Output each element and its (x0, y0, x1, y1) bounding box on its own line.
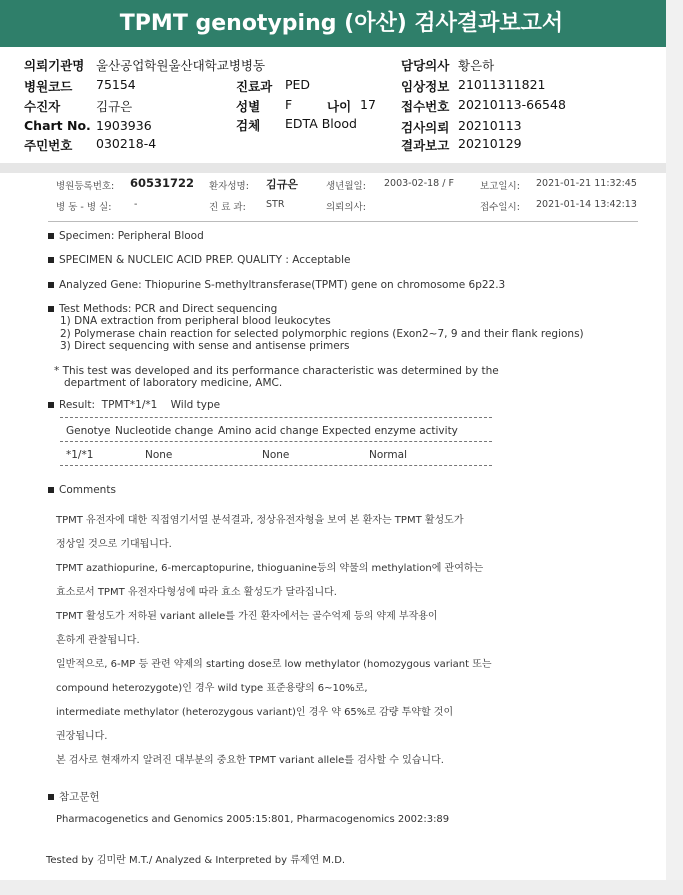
report-time-label: 보고일시: (480, 181, 520, 192)
patient-label: 수진자 (24, 99, 61, 114)
table-header-nucleotide: Nucleotide change (115, 425, 214, 437)
bullet-icon (48, 306, 54, 312)
dob-label: 생년월일: (326, 181, 366, 192)
bullet-icon (48, 794, 54, 800)
age-label: 나이 (327, 99, 352, 114)
comment-line: TPMT 활성도가 저하된 variant allele를 가진 환자에서는 골수억제 등의 약제 부작용이 (56, 611, 438, 622)
department-value: PED (285, 77, 311, 92)
references-title: 참고문헌 (48, 789, 100, 804)
clinical-info-label: 임상정보 (401, 79, 450, 94)
specimen-line: Specimen: Peripheral Blood (48, 230, 204, 242)
table-header-enzyme: Expected enzyme activity (322, 425, 458, 437)
institution-label: 의뢰기관명 (24, 58, 85, 73)
table-header-genotype: Genotye (66, 425, 111, 437)
received-value: 2021-01-14 13:42:13 (536, 199, 637, 210)
comment-line: TPMT azathiopurine, 6-mercaptopurine, thioguanine등의 약물의 methylation에 관여하는 (56, 563, 484, 574)
received-label: 접수일시: (480, 202, 520, 213)
patient-name-label: 환자성명: (209, 181, 249, 192)
table-cell-nucleotide: None (145, 449, 173, 461)
table-header-amino: Amino acid change (218, 425, 319, 437)
bullet-icon (48, 233, 54, 239)
note-line-2: department of laboratory medicine, AMC. (64, 377, 283, 389)
report-time-value: 2021-01-21 11:32:45 (536, 178, 637, 189)
table-cell-enzyme: Normal (369, 449, 407, 461)
comment-line: 일반적으로, 6-MP 등 관련 약제의 starting dose로 low methylator (homozygous variant 또는 (56, 659, 492, 670)
age-value: 17 (360, 97, 376, 112)
ward-label: 병 동 - 병 실: (56, 202, 112, 213)
quality-line: SPECIMEN & NUCLEIC ACID PREP. QUALITY : Acceptable (48, 254, 350, 266)
table-rule-mid (60, 441, 492, 442)
comments-title: Comments (48, 484, 116, 496)
result-value: TPMT*1/*1 (101, 399, 158, 411)
signature-line: Tested by 김미란 M.T./ Analyzed & Interpreted by 류제연 M.D. (46, 855, 346, 866)
bullet-icon (48, 402, 54, 408)
comment-line: 권장됩니다. (56, 731, 108, 742)
hospital-code-value: 75154 (96, 77, 136, 92)
sex-value: F (285, 97, 293, 112)
specimen-label: 검체 (236, 118, 261, 133)
department-label: 진료과 (236, 79, 273, 94)
bottom-strip (0, 880, 683, 895)
reg-no-value: 60531722 (130, 176, 195, 190)
ward-value: - (134, 199, 138, 210)
result-line (48, 399, 220, 411)
method-step-1: 1) DNA extraction from peripheral blood leukocytes (60, 315, 331, 327)
header-info (0, 47, 683, 163)
comment-line: 본 검사로 현재까지 알려진 대부분의 중요한 TPMT variant allele를 검사할 수 있습니다. (56, 755, 444, 766)
report-date-label: 결과보고 (401, 138, 450, 153)
report-date-value: 20210129 (458, 136, 522, 151)
request-date-label: 검사의뢰 (401, 120, 450, 135)
note-line-1: * This test was developed and its performance characteristic was determined by the (54, 365, 499, 377)
specimen-value: EDTA Blood (285, 116, 357, 131)
resident-no-value: 030218-4 (96, 136, 157, 151)
method-step-3: 3) Direct sequencing with sense and antisense primers (60, 340, 350, 352)
dept-label: 진 료 과: (209, 202, 246, 213)
table-rule-top (60, 417, 492, 418)
bullet-icon (48, 282, 54, 288)
accession-label: 접수번호 (401, 99, 450, 114)
gene-line: Analyzed Gene: Thiopurine S-methyltransferase(TPMT) gene on chromosome 6p22.3 (48, 279, 505, 291)
reg-no-label: 병원등록번호: (56, 181, 115, 192)
scroll-edge (666, 0, 683, 895)
doctor-label: 담당의사 (401, 58, 450, 73)
table-cell-genotype: *1/*1 (66, 449, 94, 461)
patient-name-value: 김규은 (266, 178, 298, 191)
chart-no-label: Chart No. (24, 118, 91, 133)
comment-line: 흔하게 관찰됩니다. (56, 635, 140, 646)
comment-line: compound heterozygote)인 경우 wild type 표준용량의 6~10%로, (56, 683, 368, 694)
references-text: Pharmacogenetics and Genomics 2005:15:801, Pharmacogenomics 2002:3:89 (56, 814, 450, 825)
methods-title: Test Methods: PCR and Direct sequencing (48, 303, 277, 315)
hospital-code-label: 병원코드 (24, 79, 73, 94)
comment-line: 효소로서 TPMT 유전자다형성에 따라 효소 활성도가 달라집니다. (56, 587, 337, 598)
dob-value: 2003-02-18 / F (384, 178, 454, 189)
doctor-value: 황은하 (458, 58, 495, 73)
sex-label: 성별 (236, 99, 261, 114)
result-type: Wild type (170, 399, 221, 411)
request-date-value: 20210113 (458, 118, 522, 133)
clinical-info-value: 21011311821 (458, 77, 546, 92)
table-rule-bottom (60, 465, 492, 466)
comment-line: intermediate methylator (heterozygous variant)인 경우 약 65%로 감량 투약할 것이 (56, 707, 454, 718)
dept-value: STR (266, 199, 285, 210)
result-label: Result: (59, 399, 95, 411)
chart-no-value: 1903936 (96, 118, 152, 133)
bullet-icon (48, 487, 54, 493)
institution-value: 울산공업학원울산대학교병병동 (96, 58, 266, 73)
divider (0, 163, 683, 173)
method-step-2: 2) Polymerase chain reaction for selected polymorphic regions (Exon2~7, 9 and their flank regions) (60, 328, 584, 340)
scanned-report (20, 173, 660, 878)
meta-divider (48, 221, 638, 222)
patient-value: 김규은 (96, 99, 133, 114)
accession-value: 20210113-66548 (458, 97, 566, 112)
comment-line: TPMT 유전자에 대한 직접염기서열 분석결과, 정상유전자형을 보여 본 환자는 TPMT 활성도가 (56, 515, 464, 526)
resident-no-label: 주민번호 (24, 138, 73, 153)
bullet-icon (48, 257, 54, 263)
comment-line: 정상일 것으로 기대됩니다. (56, 539, 172, 550)
report-title: TPMT genotyping (아산) 검사결과보고서 (0, 0, 683, 47)
ref-doctor-label: 의뢰의사: (326, 202, 366, 213)
table-cell-amino: None (262, 449, 290, 461)
